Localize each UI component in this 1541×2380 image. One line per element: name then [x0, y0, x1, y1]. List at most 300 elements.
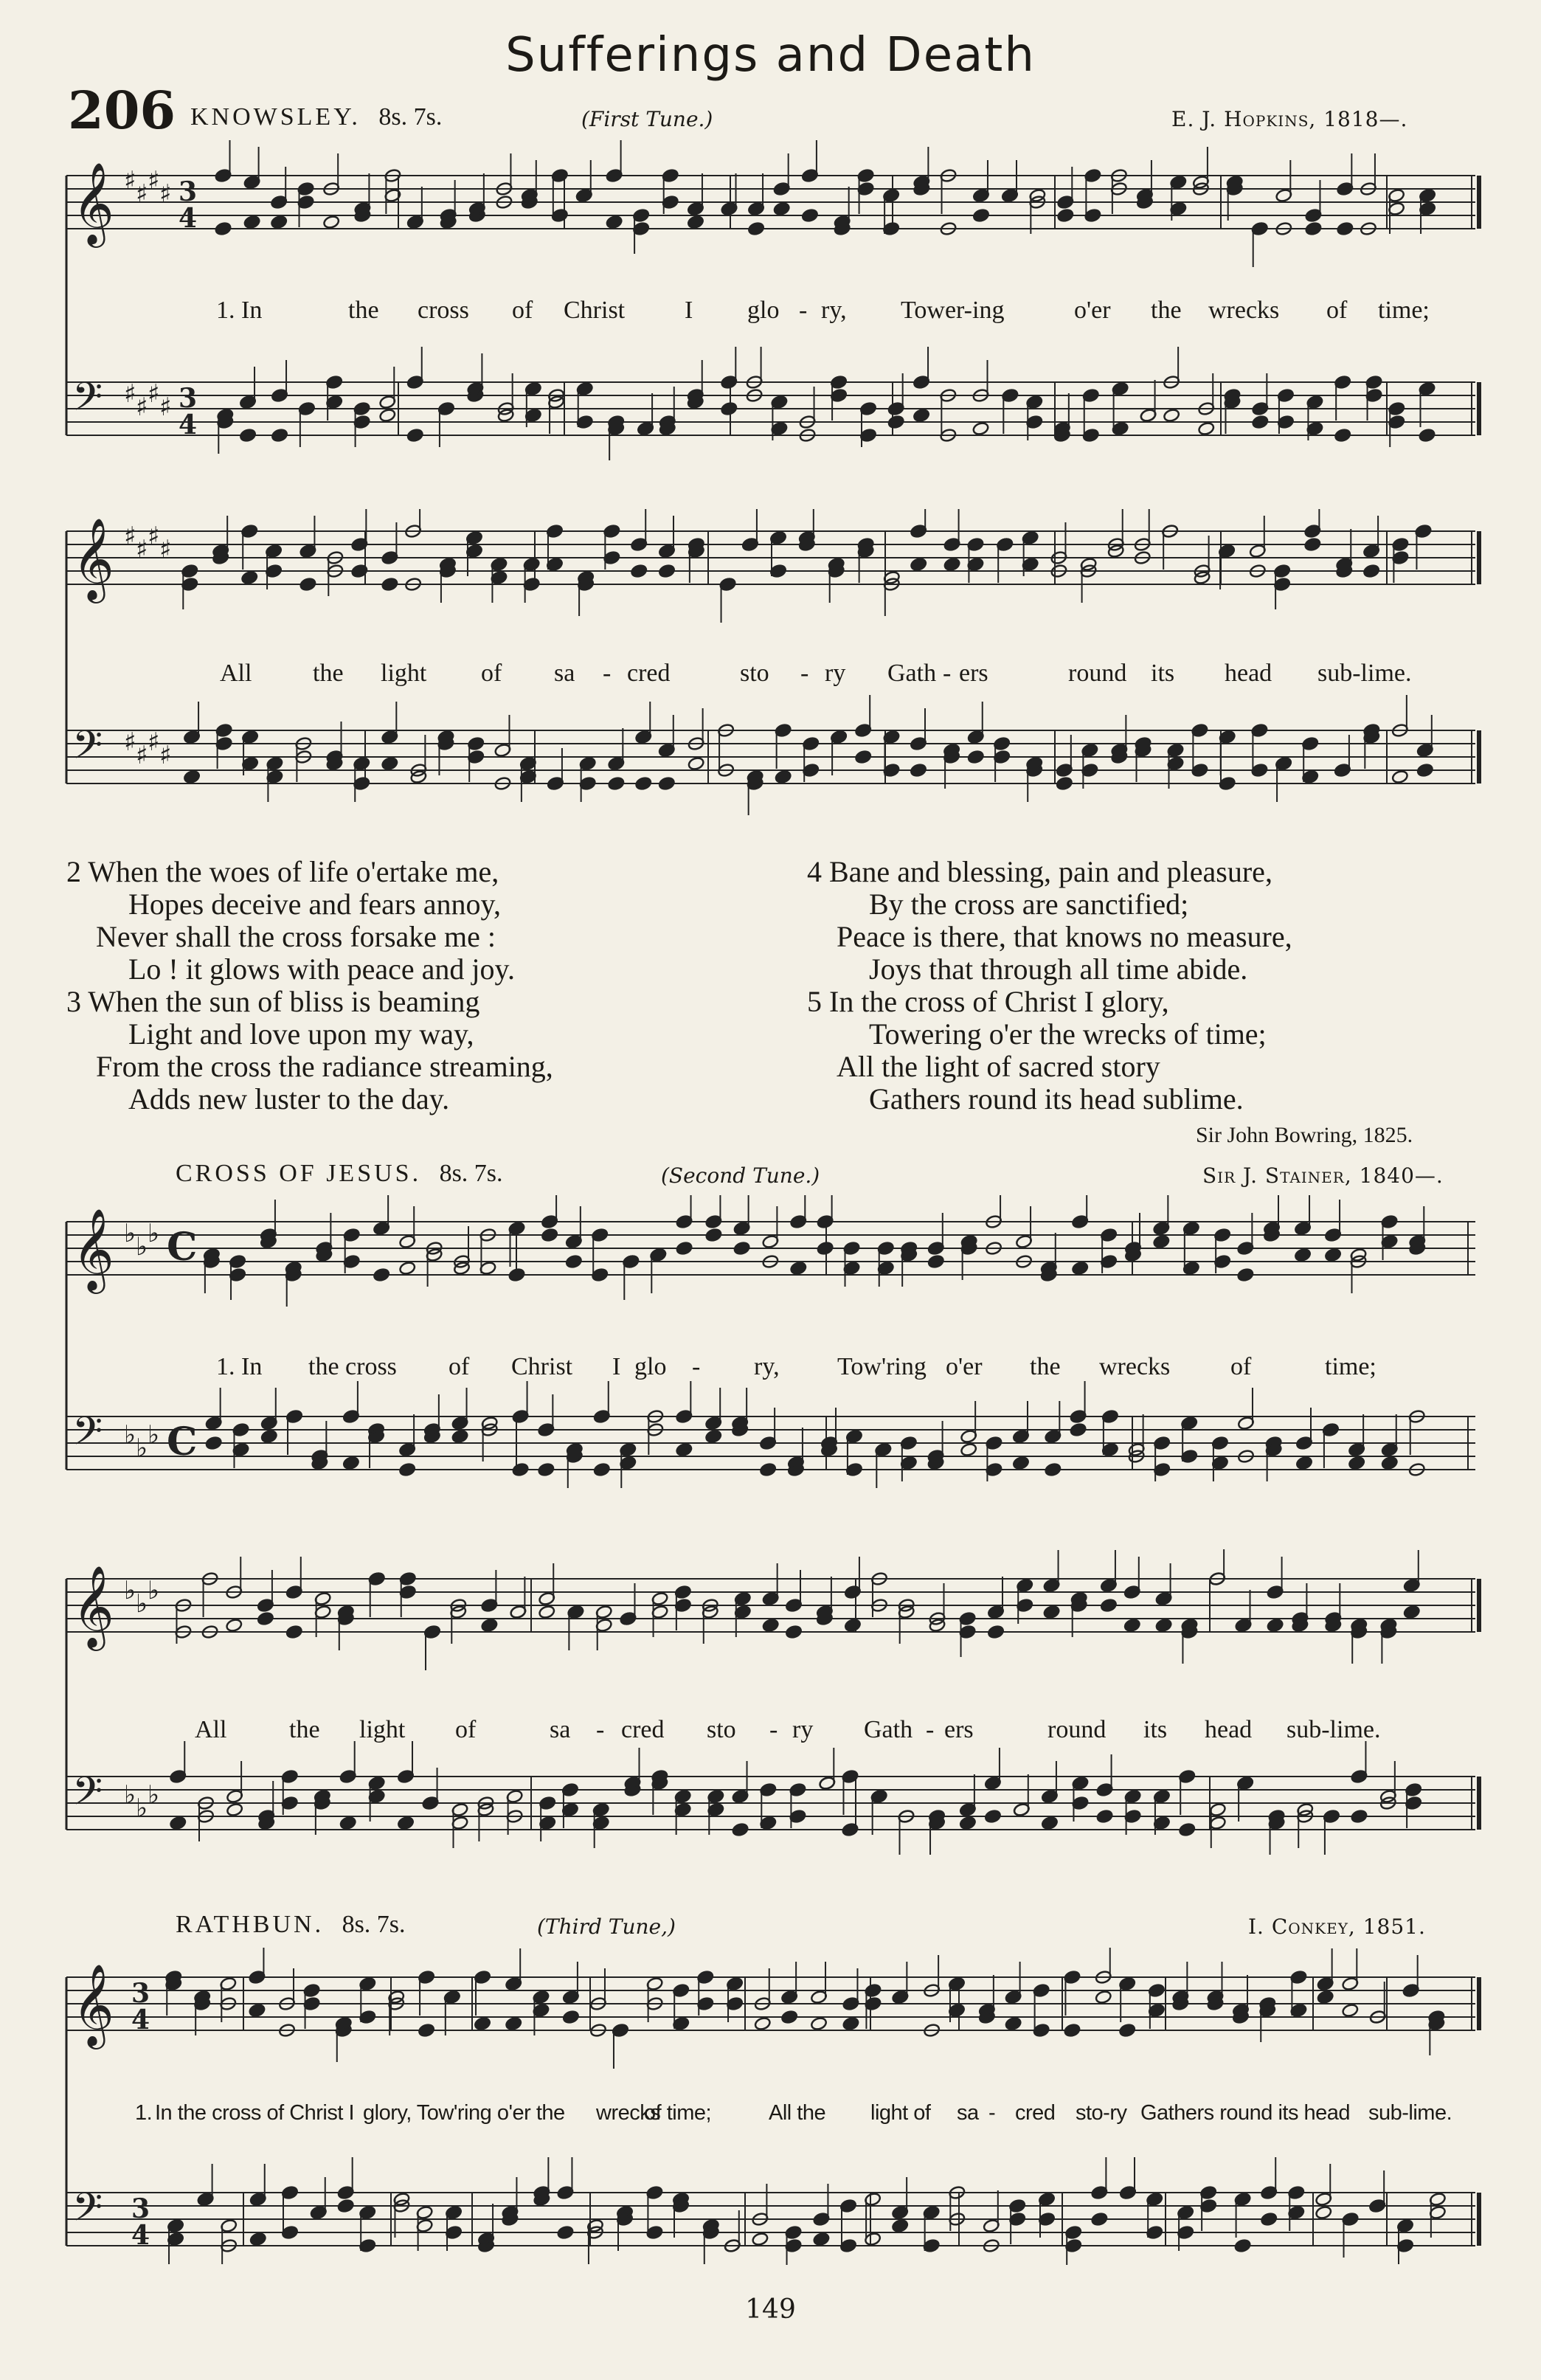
- note-head: [1351, 1809, 1368, 1824]
- lyric-syllable: ers: [959, 660, 988, 687]
- note-head: [508, 1267, 526, 1282]
- note-head: [813, 2232, 831, 2246]
- note-head: [169, 1816, 187, 1830]
- note-head: [1095, 1990, 1112, 2004]
- note-head: [608, 776, 626, 791]
- lyric-syllable: sto: [707, 1716, 736, 1743]
- note-head: [381, 577, 399, 592]
- note-head: [342, 1456, 360, 1470]
- note-head: [687, 215, 704, 229]
- time-sig-bottom: 4: [131, 2004, 150, 2035]
- tune1-heading: [190, 103, 442, 131]
- lyric-syllable: -: [603, 660, 612, 687]
- flat-icon: ♭: [148, 1420, 160, 1450]
- note-head: [676, 1442, 693, 1457]
- flat-icon: ♭: [136, 1793, 148, 1823]
- lyric-syllable: -: [943, 660, 952, 687]
- note-head: [1155, 1618, 1173, 1633]
- note-head: [1056, 208, 1074, 223]
- note-head: [775, 769, 792, 784]
- note-head: [658, 564, 676, 578]
- lyric-syllable: All: [195, 1716, 227, 1743]
- note-head: [658, 776, 676, 791]
- lyric-syllable: round: [1068, 660, 1127, 687]
- note-head: [704, 1429, 722, 1444]
- bass-clef-icon: 𝄢: [72, 2185, 103, 2240]
- lyric-syllable: cred: [627, 660, 671, 687]
- note-head: [1096, 1809, 1114, 1824]
- lyric-syllable: wrecks: [1099, 1353, 1171, 1380]
- note-head: [910, 557, 927, 572]
- lyric-syllable: wrecks: [1208, 297, 1280, 324]
- lyric-syllable: -: [769, 1716, 778, 1743]
- tune2-lyrics-line2: [0, 1716, 1541, 1748]
- lyric-syllable: sub-lime.: [1317, 660, 1412, 687]
- bass-clef-icon: 𝄢: [72, 1409, 103, 1464]
- tune2-lyrics-line1: [0, 1353, 1541, 1386]
- time-sig-top: 3: [131, 2193, 150, 2224]
- sharp-icon: ♯: [136, 392, 148, 422]
- note-head: [215, 221, 232, 236]
- lyric-syllable: Gath: [864, 1716, 913, 1743]
- treble-clef-icon: 𝄞: [72, 162, 114, 244]
- tune2-label: (Second Tune.): [661, 1163, 820, 1188]
- lyric-syllable: -: [692, 1353, 701, 1380]
- note-head: [780, 2010, 798, 2024]
- note-head: [891, 2218, 909, 2233]
- sharp-icon: ♯: [136, 179, 148, 209]
- sharp-icon: ♯: [124, 522, 136, 551]
- note-head: [1304, 537, 1322, 552]
- lyric-syllable: head: [1205, 1716, 1253, 1743]
- note-head: [688, 756, 705, 771]
- note-head: [987, 1625, 1005, 1639]
- note-head: [1197, 421, 1215, 436]
- section-title: Sufferings and Death: [505, 28, 1036, 83]
- sharp-icon: ♯: [159, 535, 172, 564]
- note-head: [1064, 2023, 1081, 2038]
- note-head: [817, 1241, 834, 1256]
- common-time-icon: C: [167, 1225, 198, 1270]
- note-head: [972, 421, 990, 436]
- note-head: [257, 1611, 274, 1626]
- verse-line: Adds new luster to the day.: [128, 1082, 450, 1115]
- note-head: [1045, 1462, 1062, 1477]
- lyric-syllable: of: [455, 1716, 477, 1743]
- note-head: [1071, 1261, 1089, 1276]
- lyric-syllable: of: [1326, 297, 1348, 324]
- note-head: [249, 2003, 266, 2018]
- lyric-syllable: glory, Tow'ring o'er the: [363, 2101, 565, 2125]
- note-head: [474, 2016, 491, 2031]
- lyric-syllable: head: [1225, 660, 1272, 687]
- verse-line: 4 Bane and blessing, pain and pleasure,: [807, 855, 1272, 888]
- note-head: [790, 1261, 808, 1276]
- note-head: [634, 776, 652, 791]
- note-head: [1317, 1990, 1334, 2004]
- note-head: [759, 1462, 777, 1477]
- lyric-syllable: light: [381, 660, 427, 687]
- lyric-syllable: cred: [1015, 2101, 1056, 2125]
- treble-clef-icon: 𝄞: [72, 517, 114, 600]
- flat-icon: ♭: [124, 1219, 136, 1248]
- lyric-syllable: In the cross of Christ I: [155, 2101, 355, 2125]
- note-head: [381, 756, 399, 771]
- note-head: [322, 215, 340, 229]
- tune3-name: RATHBUN.: [176, 1911, 325, 1938]
- bass-clef-icon: 𝄢: [72, 1769, 103, 1824]
- tune2-system2-score: [0, 1549, 1541, 1874]
- note-head: [762, 1618, 780, 1633]
- lyric-syllable: Tower-ing: [901, 297, 1005, 324]
- note-head: [1362, 564, 1380, 578]
- sharp-icon: ♯: [124, 379, 136, 409]
- flat-icon: ♭: [148, 1219, 160, 1248]
- note-head: [785, 1625, 803, 1639]
- note-head: [676, 1241, 693, 1256]
- note-head: [538, 1462, 555, 1477]
- verse-line: 2 When the woes of life o'ertake me,: [66, 855, 499, 888]
- note-head: [1041, 1816, 1059, 1830]
- note-head: [943, 557, 961, 572]
- lyric-syllable: round: [1047, 1716, 1107, 1743]
- lyric-syllable: glo: [747, 297, 780, 324]
- note-head: [557, 2225, 575, 2240]
- common-time-icon: C: [167, 1419, 198, 1464]
- lyric-syllable: its: [1151, 660, 1175, 687]
- lyric-syllable: 1. In: [216, 1353, 263, 1380]
- note-head: [747, 221, 765, 236]
- bass-clef-icon: 𝄢: [72, 375, 103, 429]
- note-head: [243, 215, 261, 229]
- note-head: [1391, 769, 1409, 784]
- note-head: [562, 2010, 580, 2024]
- note-head: [1163, 408, 1180, 423]
- note-head: [810, 2016, 828, 2031]
- note-head: [967, 750, 985, 764]
- note-head: [1416, 763, 1434, 778]
- verse-line: Never shall the cross forsake me :: [96, 920, 496, 953]
- lyric-syllable: of: [481, 660, 502, 687]
- note-head: [972, 208, 990, 223]
- sharp-icon: ♯: [124, 166, 136, 196]
- flat-icon: ♭: [124, 1420, 136, 1450]
- note-head: [337, 2199, 355, 2213]
- flat-icon: ♭: [136, 1589, 148, 1619]
- lyric-syllable: All: [220, 660, 252, 687]
- sharp-icon: ♯: [136, 741, 148, 770]
- note-head: [705, 1228, 723, 1242]
- lyric-syllable: sto: [740, 660, 769, 687]
- lyric-syllable: cred: [621, 1716, 665, 1743]
- note-head: [271, 428, 288, 443]
- treble-clef-icon: 𝄞: [72, 1963, 114, 2046]
- note-head: [378, 408, 396, 423]
- sharp-icon: ♯: [148, 166, 160, 196]
- time-sig-bottom: 4: [131, 2220, 150, 2251]
- note-head: [1056, 776, 1073, 791]
- lyric-syllable: cross: [418, 297, 469, 324]
- note-head: [541, 1228, 558, 1242]
- tune3-meter: 8s. 7s.: [342, 1911, 406, 1938]
- note-head: [1267, 1618, 1284, 1633]
- note-head: [205, 1436, 223, 1450]
- note-head: [854, 750, 872, 764]
- lyric-syllable: of: [512, 297, 533, 324]
- note-head: [1005, 2016, 1022, 2031]
- note-head: [1070, 1422, 1087, 1437]
- treble-staff: [66, 1208, 1475, 1294]
- lyric-syllable: sub-lime.: [1287, 1716, 1381, 1743]
- verse-line: 5 In the cross of Christ I glory,: [807, 985, 1169, 1018]
- lyric-syllable: o'er: [1074, 297, 1111, 324]
- note-head: [1381, 1456, 1399, 1470]
- sharp-icon: ♯: [159, 179, 172, 209]
- note-head: [887, 415, 905, 429]
- lyric-syllable: the cross: [308, 1353, 397, 1380]
- note-head: [754, 2016, 772, 2031]
- note-head: [260, 1429, 278, 1444]
- note-head: [1043, 1605, 1061, 1619]
- time-sig-top: 3: [131, 1978, 150, 2009]
- flat-icon: ♭: [124, 1780, 136, 1810]
- verse-line: Gathers round its head sublime.: [869, 1082, 1244, 1115]
- note-head: [1419, 428, 1436, 443]
- note-head: [285, 1625, 303, 1639]
- note-head: [451, 1429, 469, 1444]
- note-head: [721, 401, 738, 416]
- tune3-heading: [176, 1911, 406, 1939]
- lyric-syllable: -: [988, 2101, 996, 2125]
- note-head: [398, 1462, 416, 1477]
- note-head: [418, 2023, 435, 2038]
- time-sig-bottom: 4: [179, 203, 198, 234]
- note-head: [960, 1442, 977, 1457]
- tune3-label: (Third Tune,): [537, 1914, 676, 1939]
- sharp-icon: ♯: [148, 727, 160, 757]
- lyric-syllable: ers: [944, 1716, 974, 1743]
- lyric-syllable: 1.: [135, 2101, 153, 2125]
- note-head: [270, 215, 288, 229]
- note-head: [240, 570, 258, 585]
- note-head: [984, 1809, 1002, 1824]
- tune3-composer: I. Conkey, 1851.: [1248, 1914, 1426, 1939]
- lyric-syllable: Tow'ring: [837, 1353, 927, 1380]
- hymn-number: 206: [68, 80, 176, 141]
- lyric-syllable: time;: [1378, 297, 1430, 324]
- lyric-syllable: sto-ry: [1076, 2101, 1127, 2125]
- note-head: [1118, 2023, 1136, 2038]
- note-head: [299, 577, 317, 592]
- note-head: [913, 408, 930, 423]
- lyric-syllable: Gath: [887, 660, 937, 687]
- note-head: [239, 428, 257, 443]
- lyric-syllable: Gathers round its head: [1140, 2101, 1351, 2125]
- note-head: [773, 201, 791, 216]
- note-head: [406, 428, 424, 443]
- note-head: [373, 1267, 390, 1282]
- verse-line: 3 When the sun of bliss is beaming: [66, 985, 480, 1018]
- note-head: [398, 1261, 416, 1276]
- note-head: [1403, 1605, 1421, 1619]
- lyric-syllable: ry: [792, 1716, 814, 1743]
- note-head: [226, 1802, 243, 1817]
- lyric-syllable: 1. In: [216, 297, 263, 324]
- text-author: Sir John Bowring, 1825.: [1196, 1123, 1413, 1147]
- note-head: [1295, 1456, 1313, 1470]
- note-head: [910, 763, 927, 778]
- lyric-syllable: o'er: [946, 1353, 983, 1380]
- note-head: [1234, 2238, 1252, 2253]
- time-sig-top: 3: [179, 383, 198, 414]
- sharp-icon: ♯: [124, 727, 136, 757]
- lyric-syllable: the: [1030, 1353, 1061, 1380]
- note-head: [1091, 2212, 1109, 2227]
- note-head: [844, 1618, 862, 1633]
- lyric-syllable: I: [685, 297, 693, 324]
- lyric-syllable: the: [289, 1716, 320, 1743]
- lyric-syllable: sa: [957, 2101, 979, 2125]
- note-head: [1315, 2205, 1332, 2220]
- treble-clef-icon: 𝄞: [72, 1565, 114, 1647]
- tune2-name: CROSS OF JESUS.: [176, 1160, 422, 1187]
- note-head: [733, 1241, 751, 1256]
- note-head: [1123, 1618, 1141, 1633]
- time-sig-bottom: 4: [179, 409, 198, 440]
- note-head: [593, 1462, 611, 1477]
- verse-line: All the light of sacred story: [837, 1050, 1160, 1083]
- page-number: 149: [745, 2294, 796, 2325]
- note-head: [565, 1254, 583, 1269]
- note-head: [1012, 1456, 1030, 1470]
- note-head: [1348, 1456, 1365, 1470]
- tune2-heading: [176, 1160, 503, 1188]
- verses-left: [66, 856, 553, 1115]
- lyric-syllable: -: [799, 297, 808, 324]
- lyric-syllable: ry,: [821, 297, 847, 324]
- note-head: [225, 1618, 243, 1633]
- sharp-icon: ♯: [136, 535, 148, 564]
- lyric-syllable: All the: [769, 2101, 826, 2125]
- tune3-lyrics-line1: [0, 2101, 1541, 2131]
- lyric-syllable: the: [348, 297, 379, 324]
- note-head: [1153, 1234, 1171, 1249]
- verse-line: Peace is there, that knows no measure,: [837, 920, 1292, 953]
- lyric-syllable: Christ: [564, 297, 626, 324]
- note-head: [339, 1816, 357, 1830]
- lyric-syllable: light of: [870, 2101, 931, 2125]
- treble-staff: [66, 1565, 1475, 1651]
- sharp-icon: ♯: [159, 392, 172, 422]
- tune1-composer: E. J. Hopkins, 1818—.: [1171, 107, 1408, 131]
- tune2-meter: 8s. 7s.: [439, 1160, 503, 1187]
- time-sig-top: 3: [179, 176, 198, 207]
- note-head: [732, 1822, 749, 1837]
- tune1-label: (First Tune.): [581, 107, 713, 131]
- note-head: [959, 1816, 977, 1830]
- lyric-syllable: the: [313, 660, 344, 687]
- note-head: [1294, 1248, 1312, 1262]
- lyric-syllable: of time;: [644, 2101, 712, 2125]
- note-head: [1178, 1822, 1196, 1837]
- flat-icon: ♭: [136, 1433, 148, 1463]
- note-head: [183, 769, 201, 784]
- note-head: [842, 2016, 860, 2031]
- lyric-syllable: sub-lime.: [1368, 2101, 1452, 2125]
- note-head: [1334, 428, 1351, 443]
- note-head: [512, 1462, 530, 1477]
- lyric-syllable: ry: [825, 660, 846, 687]
- note-head: [1342, 2003, 1360, 2018]
- flat-icon: ♭: [148, 1780, 160, 1810]
- note-head: [752, 2232, 769, 2246]
- lyric-syllable: time;: [1325, 1353, 1376, 1380]
- verse-line: By the cross are sanctified;: [869, 888, 1189, 921]
- lyric-syllable: -: [926, 1716, 935, 1743]
- note-head: [538, 1605, 555, 1619]
- flat-icon: ♭: [124, 1576, 136, 1605]
- note-head: [1237, 1267, 1255, 1282]
- note-head: [801, 208, 819, 223]
- flat-icon: ♭: [136, 1232, 148, 1262]
- sharp-icon: ♯: [148, 379, 160, 409]
- note-head: [481, 1618, 499, 1633]
- lyric-syllable: of: [1230, 1353, 1252, 1380]
- lyric-syllable: ry,: [754, 1353, 780, 1380]
- note-head: [1305, 221, 1323, 236]
- verse-line: Joys that through all time abide.: [869, 952, 1248, 986]
- tune2-composer: Sir J. Stainer, 1840—.: [1202, 1163, 1444, 1188]
- bass-clef-icon: 𝄢: [72, 723, 103, 778]
- note-head: [397, 1816, 415, 1830]
- note-head: [927, 1254, 945, 1269]
- lyric-syllable: sa: [550, 1716, 571, 1743]
- lyric-syllable: the: [1151, 297, 1182, 324]
- sharp-icon: ♯: [159, 741, 172, 770]
- lyric-syllable: -: [596, 1716, 605, 1743]
- note-head: [1324, 1248, 1342, 1262]
- lyric-syllable: its: [1143, 1716, 1168, 1743]
- flat-icon: ♭: [148, 1576, 160, 1605]
- tune1-name: KNOWSLEY.: [190, 103, 361, 131]
- lyric-syllable: light: [359, 1716, 406, 1743]
- lyric-syllable: sa: [554, 660, 575, 687]
- note-head: [505, 2016, 522, 2031]
- note-head: [630, 564, 648, 578]
- lyric-syllable: I: [612, 1353, 621, 1380]
- tune1-lyrics-line1: [0, 297, 1541, 329]
- note-head: [606, 215, 623, 229]
- lyric-syllable: wrecks: [596, 2101, 661, 2125]
- lyric-syllable: of: [449, 1353, 470, 1380]
- note-head: [249, 2232, 267, 2246]
- lyric-syllable: -: [800, 660, 809, 687]
- verses-right: [807, 856, 1292, 1115]
- verse-line: Hopes deceive and fears annoy,: [128, 888, 501, 921]
- verse-line: From the cross the radiance streaming,: [96, 1050, 553, 1083]
- lyric-syllable: Christ: [511, 1353, 573, 1380]
- verse-line: Light and love upon my way,: [128, 1017, 474, 1051]
- note-head: [1260, 2212, 1278, 2227]
- tune1-meter: 8s. 7s.: [378, 103, 443, 131]
- note-head: [1252, 415, 1270, 429]
- tune1-lyrics-line2: [0, 660, 1541, 692]
- verse-line: Towering o'er the wrecks of time;: [869, 1017, 1267, 1051]
- note-head: [1337, 221, 1354, 236]
- verse-line: Lo ! it glows with peace and joy.: [128, 952, 515, 986]
- note-head: [1100, 1598, 1118, 1613]
- lyric-syllable: glo: [634, 1353, 667, 1380]
